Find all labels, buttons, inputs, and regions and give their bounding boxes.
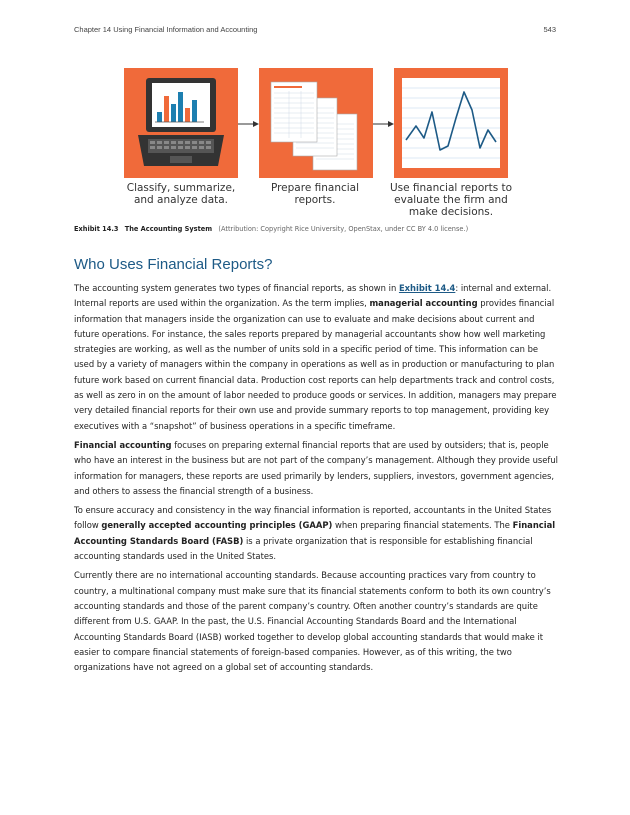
caption-title: The Accounting System (124, 225, 213, 233)
paragraph-3 (74, 503, 560, 564)
text-run: The accounting system generates two types of financial reports, as shown in (74, 283, 399, 293)
running-head (74, 25, 556, 37)
chapter-title: Chapter 14 Using Financial Information and Accounting (74, 25, 258, 34)
paragraph-2 (74, 438, 560, 499)
section-title: Who Uses Financial Reports? (74, 256, 273, 273)
financial-statements-icon (259, 68, 373, 178)
page-number: 543 (543, 25, 556, 34)
exhibit-14-4-link[interactable]: Exhibit 14.4 (398, 283, 456, 293)
caption-number: Exhibit 14.3 (74, 225, 119, 233)
term-gaap: generally accepted accounting principles (GAAP) (101, 520, 333, 531)
arrow-right-icon (238, 120, 259, 128)
text-run: is a private organization that is responsible for establishing financial accounting standards used in the United States. (74, 535, 533, 562)
term-managerial-accounting: managerial accounting (369, 298, 478, 309)
figure-label-prepare: Prepare financial reports. (270, 182, 360, 206)
text-run: when preparing financial statements. The (332, 520, 513, 531)
classify-panel (124, 68, 238, 178)
figure-label-classify: Classify, summarize, and analyze data. (126, 182, 236, 206)
text-run: provides financial information that managers inside the organization can use to evaluate and make decisions about current and future operations. For instance, the sales reports prepared by managerial accountants show how well marketing strategies are working, as well as the number of units sold in a specific period of time. This information can be used by a variety of managers within the company in operations as well as in production or manufacturing to plan future work based on current financial data. Production cost reports can help departments track and control costs, as well as zero in on the amount of labor needed to produce goods or services. In addition, managers may prepare very detailed financial reports for their own use and provide summary reports to top management, providing key executives with a “snapshot” of business operations in a specific timeframe. (74, 298, 557, 431)
term-fasb: Financial Accounting Standards Board (FASB) (74, 520, 556, 546)
figure-caption (74, 225, 564, 233)
term-financial-accounting: Financial accounting (74, 439, 172, 450)
paragraph-1 (74, 281, 560, 434)
use-reports-panel (394, 68, 508, 178)
text-run: To ensure accuracy and consistency in the way financial information is reported, accountants in the United States follow (74, 505, 552, 531)
arrow-right-icon (373, 120, 394, 128)
accounting-system-figure (124, 68, 513, 218)
line-graph-icon (394, 68, 508, 178)
body-text (74, 281, 560, 679)
prepare-reports-panel (259, 68, 373, 178)
text-run: focuses on preparing external financial reports that are used by outsiders; that is, people who have an interest in the business but are not part of the company’s management. Although they provide useful information for managers, these reports are used primarily by lenders, suppliers, investors, government agencies, and others to assess the financial strength of a business. (74, 439, 559, 496)
paragraph-4: Currently there are no international accounting standards. Because accounting practices vary from country to country, a multinational company must make sure that its financial statements conform to both its own country’s accounting standards and those of the parent company’s country. Often another country’s standards are quite different from U.S. GAAP. In the past, the U.S. Financial Accounting Standards Board and the International Accounting Standards Board (IASB) worked together to develop global accounting standards that would make it easier to compare financial statements of foreign-based companies. However, as of this writing, the two organizations have not agreed on a global set of accounting standards. (74, 570, 551, 673)
laptop-bar-chart-icon (124, 68, 238, 178)
caption-attribution: (Attribution: Copyright Rice University, OpenStax, under CC BY 4.0 license.) (218, 225, 469, 233)
text-run: : internal and external. Internal reports are used within the organization. As the term implies, (74, 283, 552, 309)
figure-label-use: Use financial reports to evaluate the firm and make decisions. (389, 182, 513, 218)
